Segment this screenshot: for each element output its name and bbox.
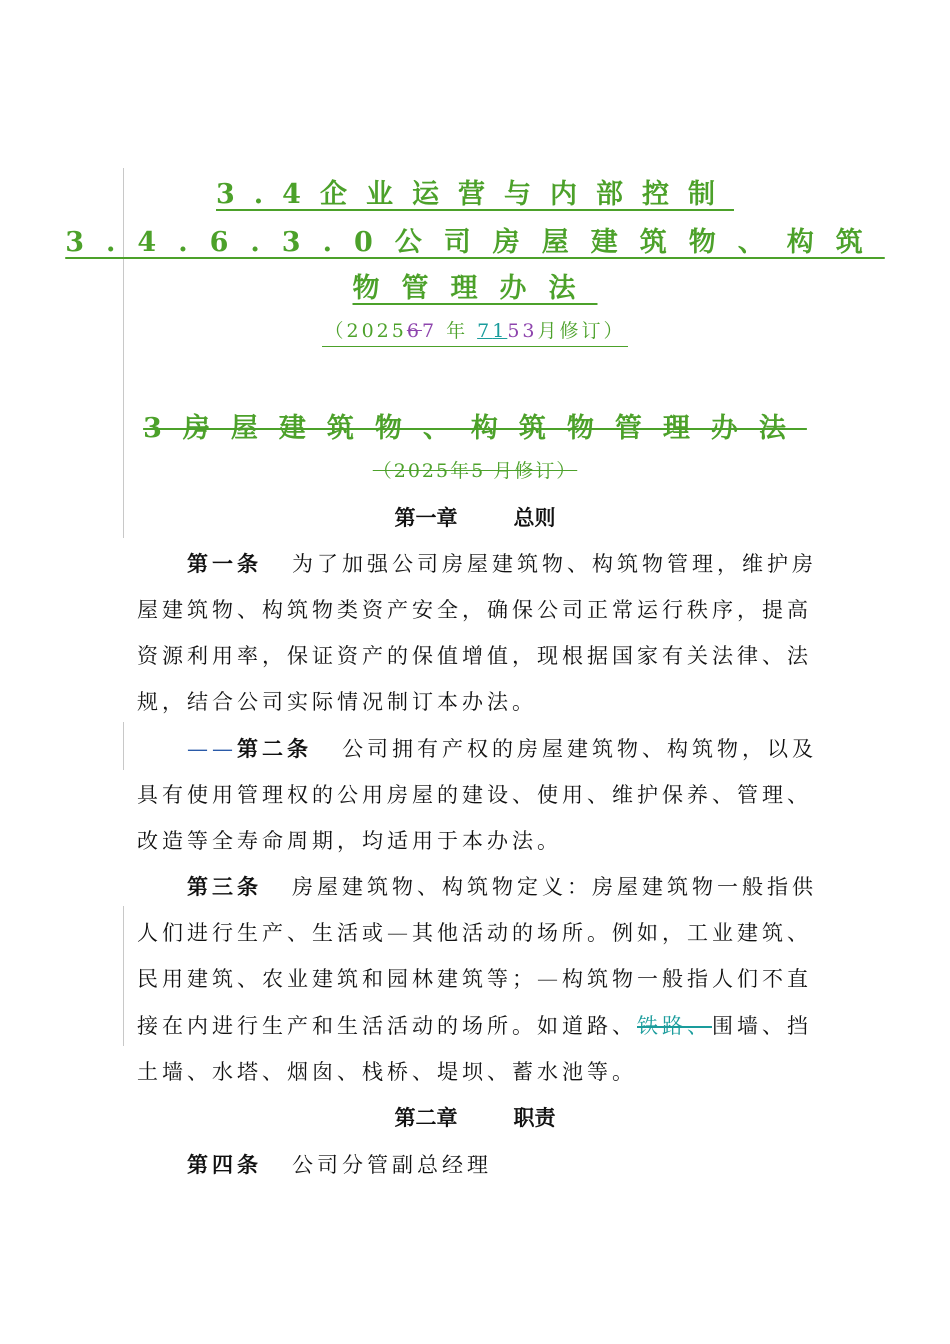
revision-bar [123,722,124,770]
document-title-line-2: 3.4.6.3.0公司房屋建筑物、构筑 [65,227,885,258]
paragraph-line: 屋建筑物、构筑物类资产安全，确保公司正常运行秩序，提高 [137,598,812,622]
deleted-text: 6 [406,320,422,342]
inserted-text: 3 [522,320,538,342]
paragraph-line: 人们进行生产、生活或—其他活动的场所。例如，工业建筑、 [137,921,812,945]
deleted-revision-date: （2025年5 月修订） [372,460,578,482]
article-2: ——第二条 公司拥有产权的房屋建筑物、构筑物，以及 [187,736,817,761]
article-3: 第三条 房屋建筑物、构筑物定义：房屋建筑物一般指供 [187,874,817,899]
revision-date: （202567 年 7153月修订） [0,316,950,343]
article-label: 第四条 [187,1152,262,1177]
paragraph-line: 具有使用管理权的公用房屋的建设、使用、维护保养、管理、 [137,783,812,807]
deleted-text: 7 [477,320,493,342]
article-1: 第一条 为了加强公司房屋建筑物、构筑物管理，维护房 [187,551,817,576]
inserted-text: 1 [492,320,508,342]
paragraph-line: 土墙、水塔、烟囱、栈桥、堤坝、蓄水池等。 [137,1060,637,1084]
paragraph-line: 改造等全寿命周期，均适用于本办法。 [137,829,562,853]
paragraph-line: 民用建筑、农业建筑和园林建筑等；—构筑物一般指人们不直 [137,967,812,991]
deleted-title: 3房屋建筑物、构筑物管理办法 [143,413,807,444]
article-label: 第二条 [237,736,312,761]
revision-bar [123,906,124,1046]
chapter-heading: 第一章 总则 [394,505,556,530]
inserted-text: 7 [421,320,438,342]
article-label: 第一条 [187,551,262,576]
article-4: 第四条 公司分管副总经理 [187,1152,492,1177]
document-title-line-1: 3.4企业运营与内部控制 [216,179,734,210]
chapter-heading: 第二章 职责 [394,1105,556,1130]
paragraph-line: 接在内进行生产和生活活动的场所。如道路、铁路、围墙、挡 [137,1014,812,1038]
document-title-line-3: 物管理办法 [352,273,598,304]
paragraph-line: 资源利用率，保证资产的保值增值，现根据国家有关法律、法 [137,644,812,668]
article-label: 第三条 [187,874,262,899]
inserted-text: 5 [507,320,523,342]
inserted-dash: —— [187,737,237,761]
paragraph-line: 规，结合公司实际情况制订本办法。 [137,690,537,714]
deleted-text: 铁路、 [637,1014,712,1038]
